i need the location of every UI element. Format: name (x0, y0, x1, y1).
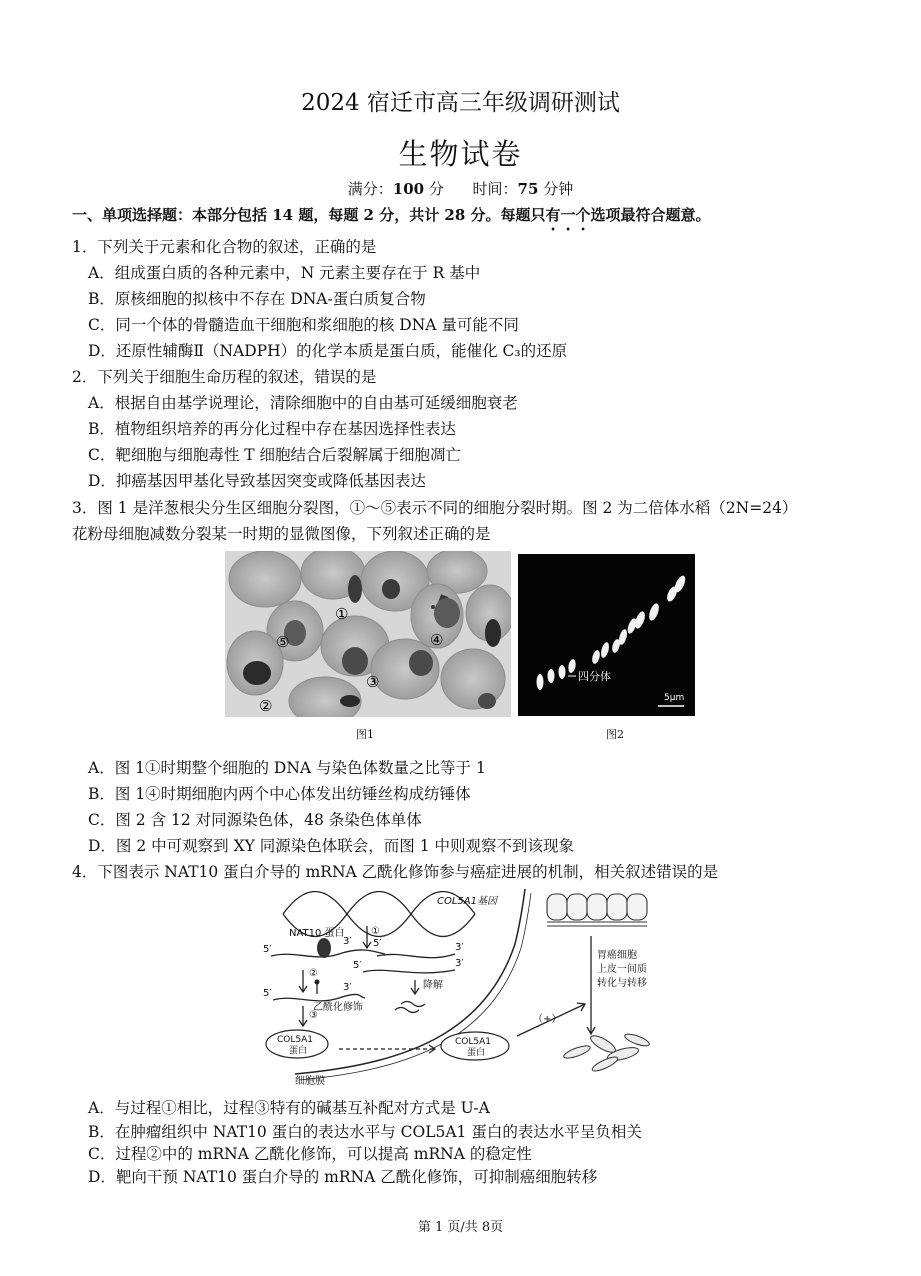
fig4-degrade-label: 降解 (423, 980, 443, 991)
figure-1-caption: 图1 (356, 728, 374, 741)
exam-subtitle: 生物试卷 (398, 137, 523, 171)
q3-option-a: A．图 1①时期整个细胞的 DNA 与染色体数量之比等于 1 (88, 759, 486, 777)
fig4-3prime-b: 3′ (455, 942, 464, 953)
fig1-label-1: ① (335, 605, 349, 623)
q3-option-c: C．图 2 含 12 对同源染色体，48 条染色体单体 (88, 811, 422, 829)
question-1-stem: 1．下列关于元素和化合物的叙述，正确的是 (72, 238, 377, 256)
q2-option-c: C．靶细胞与细胞毒性 T 细胞结合后裂解属于细胞凋亡 (88, 446, 462, 464)
fig4-acetyl-label: 乙酰化修饰 (313, 1002, 363, 1013)
q2-option-d: D．抑癌基因甲基化导致基因突变或降低基因表达 (88, 472, 426, 490)
q4-option-d: D．靶向干预 NAT10 蛋白介导的 mRNA 乙酰化修饰，可抑制癌细胞转移 (88, 1168, 598, 1186)
q1-option-d: D．还原性辅酶Ⅱ（NADPH）的化学本质是蛋白质，能催化 C₃的还原 (88, 342, 568, 360)
page-footer: 第 1 页/共 8页 (417, 1220, 504, 1235)
fig4-membrane-label: 细胞膜 (295, 1076, 325, 1087)
section-heading: 一、单项选择题：本部分包括 14 题，每题 2 分，共计 28 分。每题只有一个选项最符合题意。 (72, 206, 711, 224)
fig1-label-5: ⑤ (276, 633, 290, 651)
fig4-5prime-c: 5′ (353, 960, 362, 971)
fig4-process-2: ② (309, 968, 318, 979)
fig1-label-4: ④ (430, 631, 444, 649)
fig4-protein1-name: COL5A1 (277, 1035, 313, 1045)
question-4-stem: 4．下图表示 NAT10 蛋白介导的 mRNA 乙酰化修饰参与癌症进展的机制，相关叙述错误的是 (72, 863, 719, 881)
q1-option-a: A．组成蛋白质的各种元素中，N 元素主要存在于 R 基中 (88, 264, 481, 282)
q1-option-b: B．原核细胞的拟核中不存在 DNA-蛋白质复合物 (88, 290, 426, 308)
fig4-gene-label: COL5A1基因 (437, 896, 497, 907)
fig4-cancer-line2: 上皮一间质 (597, 964, 647, 975)
figure-4-mechanism-diagram (255, 884, 675, 1090)
fig4-process-3: ③ (309, 1010, 318, 1021)
fig1-label-3: ③ (366, 673, 380, 691)
fig4-3prime-a: 3′ (343, 936, 352, 947)
fig4-cancer-line3: 转化与转移 (597, 978, 647, 989)
fig4-5prime-a: 5′ (263, 944, 272, 955)
question-2-stem: 2．下列关于细胞生命历程的叙述，错误的是 (72, 368, 377, 386)
fig1-label-2: ② (259, 697, 273, 715)
fig2-scale-label: 5μm (664, 693, 685, 703)
fig4-protein2-name: COL5A1 (455, 1037, 491, 1047)
fig4-3prime-c: 3′ (455, 958, 464, 969)
q1-option-c: C．同一个体的骨髓造血干细胞和浆细胞的核 DNA 量可能不同 (88, 316, 519, 334)
fig4-3prime-d: 3′ (343, 982, 352, 993)
q2-option-b: B．植物组织培养的再分化过程中存在基因选择性表达 (88, 420, 456, 438)
question-3-stem-cont: 花粉母细胞减数分裂某一时期的显微图像，下列叙述正确的是 (72, 525, 491, 543)
q4-option-c: C．过程②中的 mRNA 乙酰化修饰，可以提高 mRNA 的稳定性 (88, 1145, 532, 1163)
fig4-protein2-unit: 蛋白 (467, 1048, 486, 1058)
q3-option-d: D．图 2 中可观察到 XY 同源染色体联会，而图 1 中则观察不到该现象 (88, 837, 574, 855)
fig4-5prime-d: 5′ (263, 988, 272, 999)
q4-option-a: A．与过程①相比，过程③特有的碱基互补配对方式是 U-A (88, 1099, 490, 1117)
fig4-plus-label: （+） (533, 1014, 562, 1025)
fig4-cancer-line1: 胃癌细胞 (597, 950, 637, 961)
fig2-tetrad-label: 四分体 (578, 670, 611, 683)
fig4-5prime-b: 5′ (373, 938, 382, 949)
exam-title: 2024 宿迁市高三年级调研测试 (301, 90, 620, 116)
fig4-nat10-label: NAT10 蛋白 (289, 928, 345, 939)
q2-option-a: A．根据自由基学说理论，清除细胞中的自由基可延缓细胞衰老 (88, 394, 518, 412)
fig4-protein1-unit: 蛋白 (289, 1046, 308, 1056)
figure-2-micrograph (518, 554, 695, 716)
figure-1-micrograph (225, 551, 511, 717)
fig4-process-1: ① (371, 926, 380, 937)
figure-2-caption: 图2 (606, 728, 624, 741)
question-3-stem: 3．图 1 是洋葱根尖分生区细胞分裂图，①～⑤表示不同的细胞分裂时期。图 2 为二倍体水稻（2N=24） (72, 499, 798, 517)
q4-option-b: B．在肿瘤组织中 NAT10 蛋白的表达水平与 COL5A1 蛋白的表达水平呈负相关 (88, 1123, 642, 1141)
q3-option-b: B．图 1④时期细胞内两个中心体发出纺锤丝构成纺锤体 (88, 785, 471, 803)
exam-meta: 满分：100 分 时间：75 分钟 (347, 180, 574, 198)
